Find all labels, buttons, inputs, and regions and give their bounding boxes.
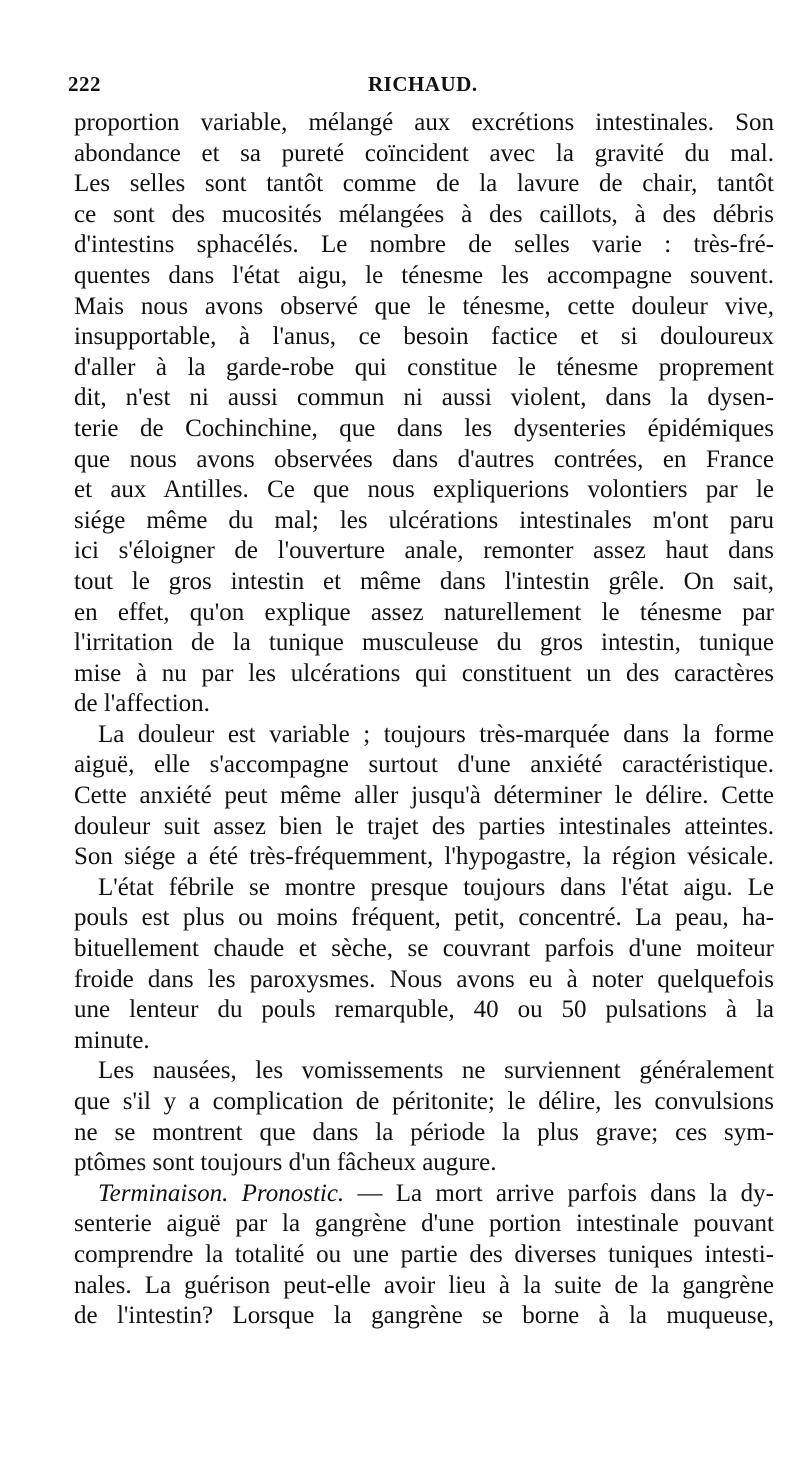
text-line: abondance et sa pureté coïncident avec la gravité du mal. [74, 139, 774, 167]
text-line: froide dans les paroxysmes. Nous avons eu à noter quelquefois [74, 965, 774, 993]
text-line: siége même du mal; les ulcérations intestinales m'ont paru [74, 506, 774, 534]
text-line: et aux Antilles. Ce que nous expliquerions volontiers par le [74, 476, 774, 504]
text-line: senterie aiguë par la gangrène d'une portion intestinale pouvant [74, 1210, 774, 1238]
text-line: nales. La guérison peut-elle avoir lieu à la suite de la gangrène [74, 1271, 774, 1299]
text-line: ce sont des mucosités mélangées à des caillots, à des débris [74, 200, 774, 228]
text-line: en effet, qu'on explique assez naturellement le ténesme par [74, 598, 774, 626]
text-line: La douleur est variable ; toujours très-marquée dans la forme [98, 720, 774, 748]
text-line: Les nausées, les vomissements ne surviennent généralement [98, 1057, 774, 1085]
text-line: comprendre la totalité ou une partie des diverses tuniques intesti- [74, 1240, 774, 1268]
text-line: bituellement chaude et sèche, se couvrant parfois d'une moiteur [74, 935, 774, 963]
text-line-with-heading [74, 1179, 774, 1210]
text-line: minute. [74, 1026, 150, 1054]
text-line: pouls est plus ou moins fréquent, petit, concentré. La peau, ha- [74, 904, 774, 932]
body-text [74, 108, 774, 1332]
running-title: RICHAUD. [368, 72, 478, 96]
text-line: proportion variable, mélangé aux excrétions intestinales. Son [74, 109, 774, 136]
text-line: l'irritation de la tunique musculeuse du gros intestin, tunique [74, 629, 774, 657]
text-line: terie de Cochinchine, que dans les dysenteries épidémiques [74, 414, 774, 442]
running-head [68, 72, 588, 106]
text-line: ne se montrent que dans la période la plus grave; ces sym- [74, 1118, 774, 1146]
text-line: L'état fébrile se montre presque toujours dans l'état aigu. Le [98, 873, 774, 901]
text-line: que nous avons observées dans d'autres contrées, en France [74, 445, 774, 473]
text-line: Les selles sont tantôt comme de la lavure de chair, tantôt [74, 170, 774, 198]
section-heading-continuation: — La mort arrive parfois dans la dy- [357, 1179, 774, 1207]
text-line: Mais nous avons observé que le ténesme, cette douleur vive, [74, 292, 774, 320]
text-line: d'intestins sphacélés. Le nombre de selles varie : très-fré- [74, 231, 774, 259]
page-number: 222 [68, 72, 101, 96]
text-line: Cette anxiété peut même aller jusqu'à déterminer le délire. Cette [74, 782, 774, 810]
text-line: tout le gros intestin et même dans l'intestin grêle. On sait, [74, 567, 774, 595]
text-line: ici s'éloigner de l'ouverture anale, remonter assez haut dans [74, 537, 774, 565]
text-line: que s'il y a complication de péritonite; le délire, les convulsions [74, 1088, 774, 1115]
text-line: dit, n'est ni aussi commun ni aussi violent, dans la dysen- [74, 384, 774, 412]
section-heading: Terminaison. Pronostic. [98, 1179, 345, 1207]
text-line: quentes dans l'état aigu, le ténesme les accompagne souvent. [74, 261, 774, 289]
text-line: d'aller à la garde-robe qui constitue le ténesme proprement [74, 353, 774, 381]
text-line: de l'affection. [74, 690, 210, 718]
text-line: douleur suit assez bien le trajet des parties intestinales atteintes. [74, 812, 774, 840]
text-line: aiguë, elle s'accompagne surtout d'une anxiété caractéristique. [74, 751, 774, 779]
text-line: une lenteur du pouls remarquble, 40 ou 50 pulsations à la [74, 996, 774, 1024]
text-line: Son siége a été très-fréquemment, l'hypogastre, la région vésicale. [74, 843, 774, 871]
text-line: de l'intestin? Lorsque la gangrène se borne à la muqueuse, [74, 1302, 774, 1330]
text-line: mise à nu par les ulcérations qui constituent un des caractères [74, 659, 774, 687]
text-line: ptômes sont toujours d'un fâcheux augure. [74, 1149, 497, 1177]
text-line: insupportable, à l'anus, ce besoin factice et si douloureux [74, 323, 774, 351]
